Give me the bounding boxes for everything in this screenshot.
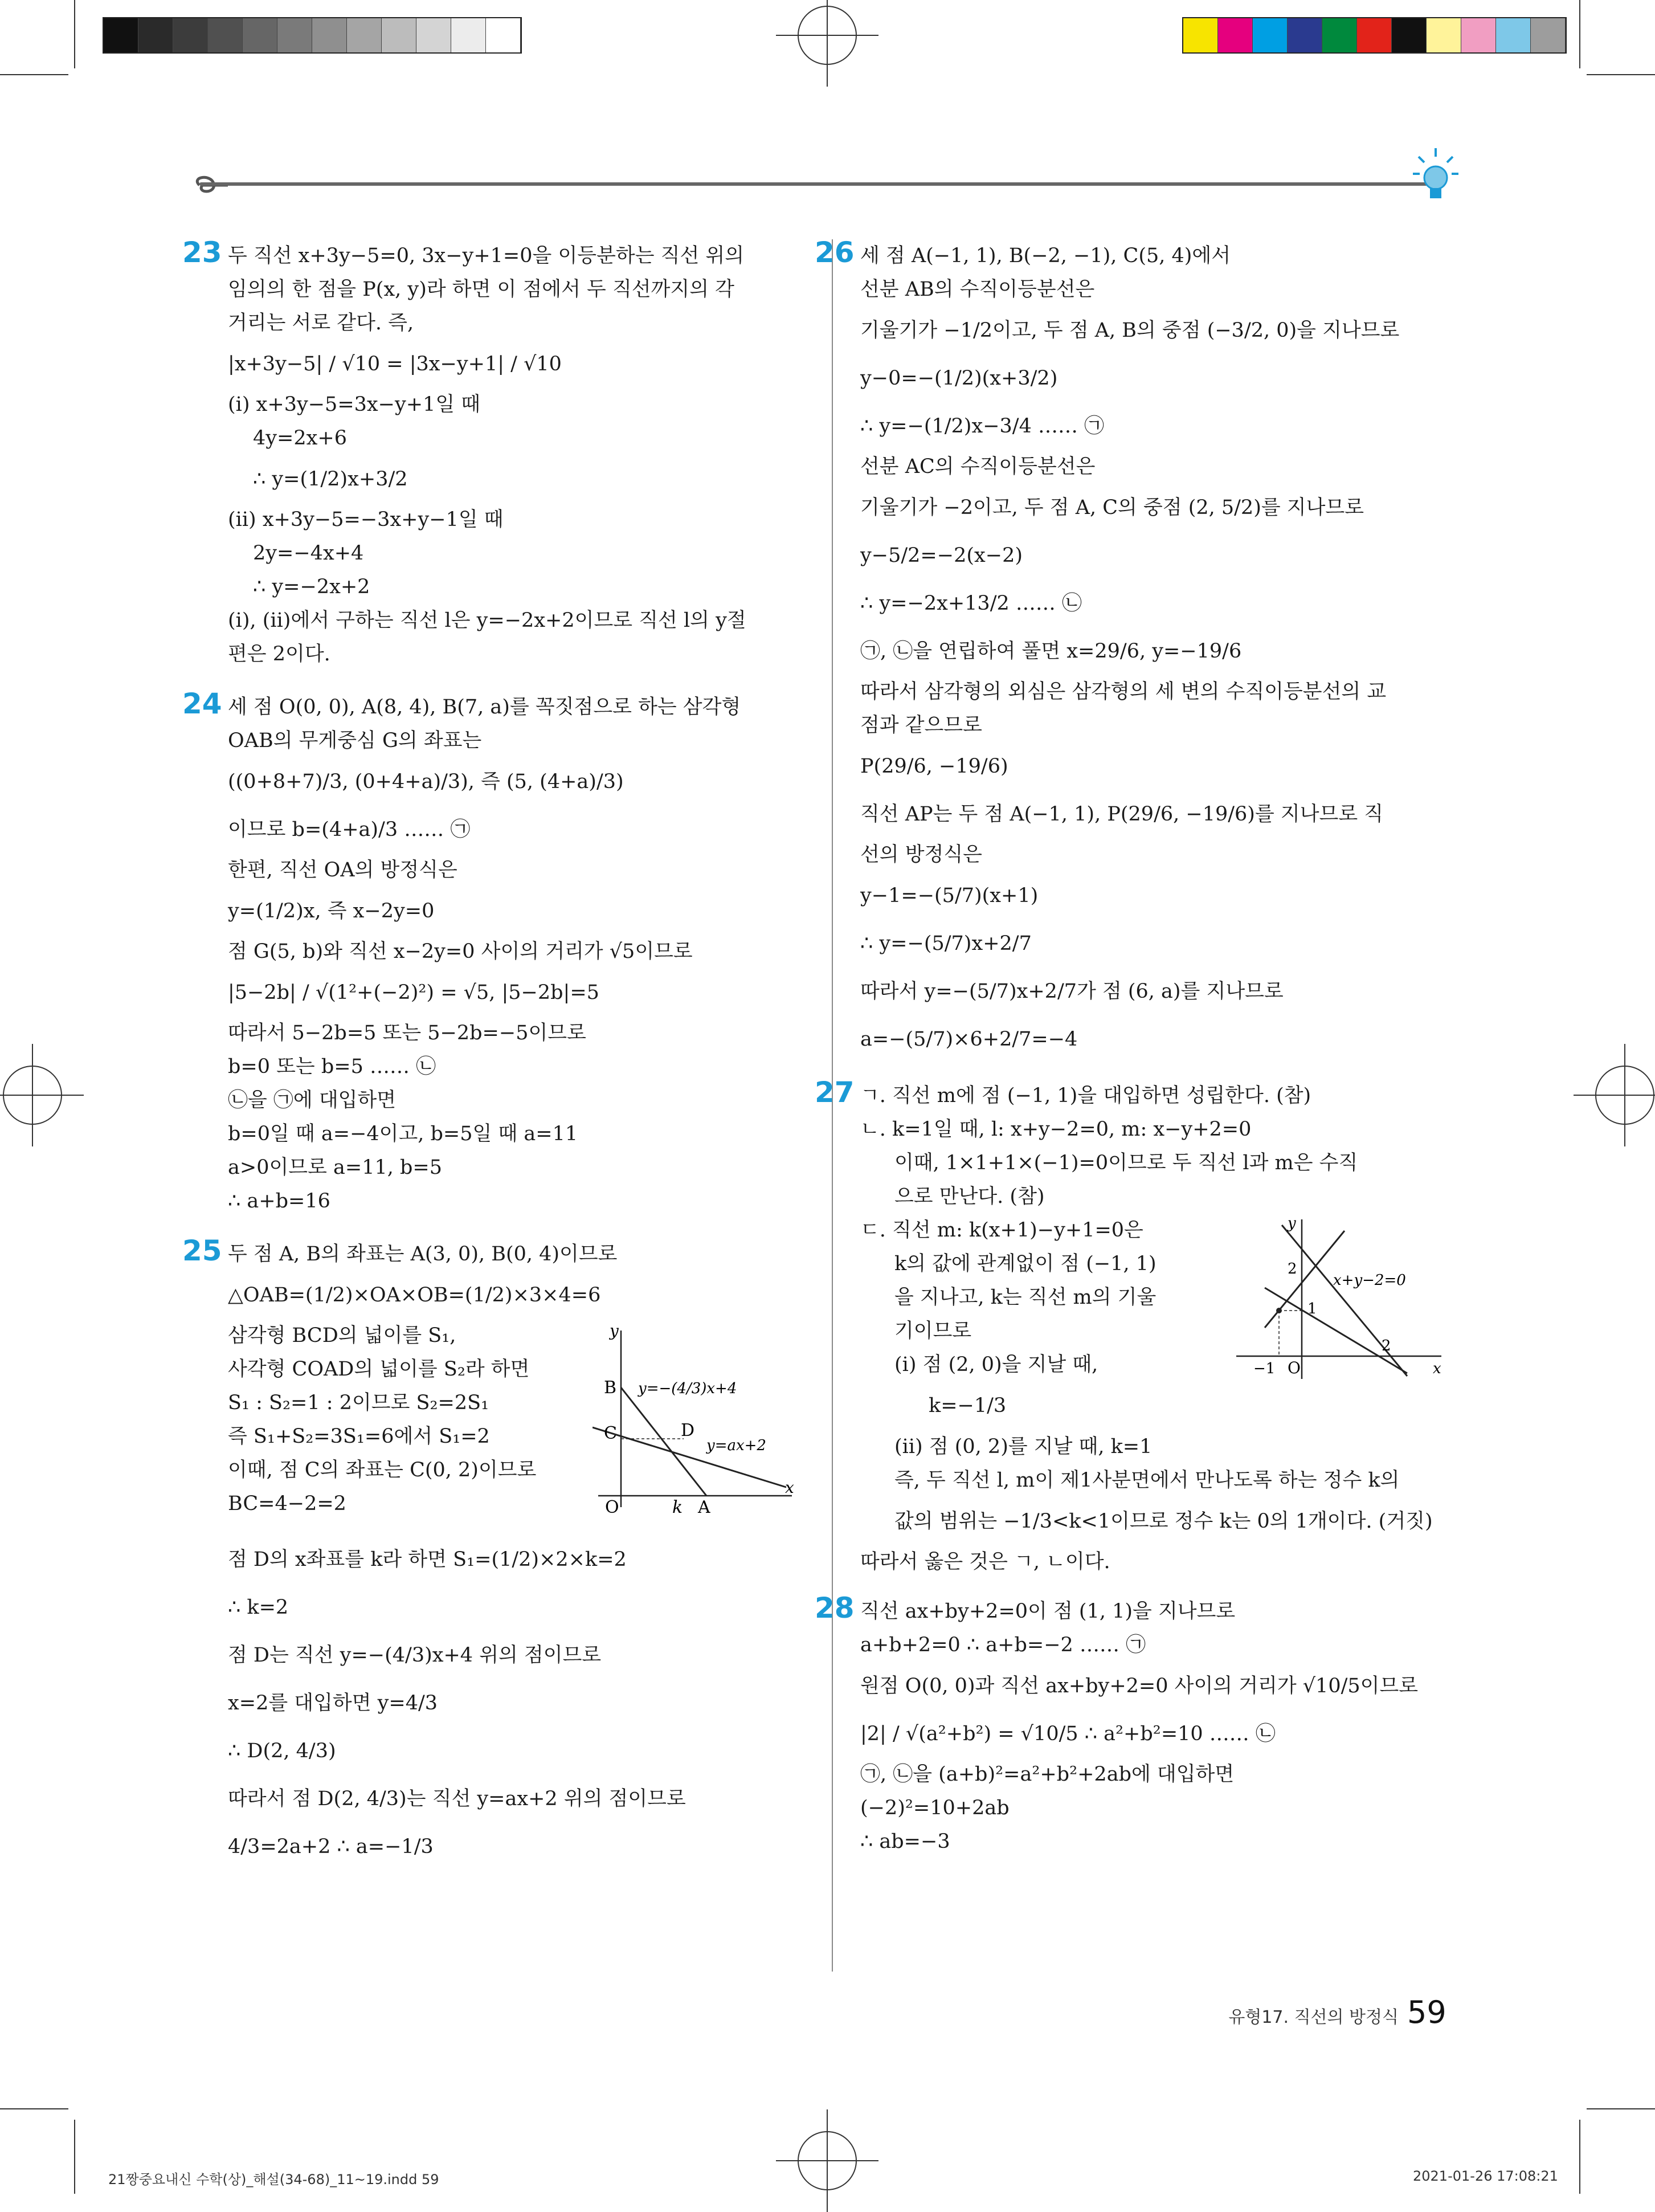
problem-number: 28 (815, 1591, 855, 1625)
equation: ∴ a+b=16 (228, 1190, 330, 1213)
text-line: b=0일 때 a=−4이고, b=5일 때 a=11 (228, 1123, 578, 1145)
lightbulb-icon (1407, 142, 1464, 205)
text-line: 임의의 한 점을 P(x, y)라 하면 이 점에서 두 직선까지의 각 (228, 278, 734, 301)
registration-mark (798, 2131, 857, 2190)
text-line: (ⅰ) x+3y−5=3x−y+1일 때 (228, 393, 481, 416)
point-label-a: A (698, 1497, 710, 1517)
text-line: 기울기가 −1/2이고, 두 점 A, B의 중점 (−3/2, 0)을 지나므로 (860, 319, 1400, 342)
text-line: 선분 AC의 수직이등분선은 (860, 455, 1096, 478)
color-swatch (416, 18, 451, 52)
crop-mark (1587, 2108, 1655, 2109)
text-line: 따라서 옳은 것은 ㄱ, ㄴ이다. (860, 1550, 1110, 1573)
equation: 4/3=2a+2 ∴ a=−1/3 (228, 1835, 434, 1858)
text-line: 직선 ax+by+2=0이 점 (1, 1)을 지나므로 (860, 1600, 1236, 1623)
equation: ∴ y=−(1/2)x−3/4 …… ㉠ (860, 415, 1105, 438)
text-line: (ⅰ), (ⅱ)에서 구하는 직선 l은 y=−2x+2이므로 직선 l의 y절 (228, 609, 746, 632)
text-line: 거리는 서로 같다. 즉, (228, 312, 414, 334)
equation: 점 D는 직선 y=−(4/3)x+4 위의 점이므로 (228, 1644, 602, 1667)
text-line: 원점 O(0, 0)과 직선 ax+by+2=0 사이의 거리가 √10/5이므로 (860, 1675, 1419, 1697)
print-timestamp: 2021-01-26 17:08:21 (1413, 2168, 1558, 2184)
equation: ∴ y=−2x+2 (253, 576, 370, 598)
crop-mark (74, 0, 75, 68)
color-swatch (382, 18, 416, 52)
color-swatch (1461, 18, 1496, 52)
equation: a=−(5/7)×6+2/7=−4 (860, 1028, 1078, 1051)
text-line: 편은 2이다. (228, 643, 330, 666)
text-line: 값의 범위는 −1/3<k<1이므로 정수 k는 0의 1개이다. (거짓) (894, 1510, 1433, 1533)
text-line: 점과 같으므로 (860, 714, 982, 737)
text-line: 따라서 5−2b=5 또는 5−2b=−5이므로 (228, 1022, 586, 1044)
line-label-1: y=−(4/3)x+4 (638, 1380, 737, 1397)
tick-label: 2 (1288, 1260, 1297, 1278)
color-swatch (347, 18, 382, 52)
color-swatch (1218, 18, 1253, 52)
crop-mark (0, 2108, 68, 2109)
text-line: (ⅰ) 점 (2, 0)을 지날 때, (894, 1353, 1098, 1376)
equation: ∴ ab=−3 (860, 1830, 950, 1853)
gray-calibration-bar (103, 17, 522, 54)
problem-number: 26 (815, 236, 855, 269)
color-swatch (138, 18, 173, 52)
k-label: k (672, 1497, 683, 1517)
text-line: 사각형 COAD의 넓이를 S₂라 하면 (228, 1358, 530, 1381)
right-column (815, 236, 1447, 1867)
equation: ∴ y=−(5/7)x+2/7 (860, 932, 1032, 955)
origin-label: O (1288, 1358, 1301, 1377)
color-swatch (486, 18, 521, 52)
tick-label: −1 (1253, 1360, 1276, 1377)
text-line: a>0이므로 a=11, b=5 (228, 1156, 442, 1179)
problem-number: 27 (815, 1076, 855, 1109)
text-line: 선의 방정식은 (860, 843, 982, 866)
problem-number: 25 (182, 1234, 222, 1267)
color-swatch (173, 18, 208, 52)
tick-label: 2 (1382, 1337, 1391, 1354)
line-label-2: y=ax+2 (706, 1437, 766, 1454)
text-line: 세 점 O(0, 0), A(8, 4), B(7, a)를 꼭짓점으로 하는 삼각형 (228, 696, 741, 719)
equation: ∴ y=−2x+13/2 …… ㉡ (860, 592, 1082, 615)
text-line: ㄴ. k=1일 때, l: x+y−2=0, m: x−y+2=0 (860, 1118, 1252, 1141)
equation: (−2)²=10+2ab (860, 1797, 1010, 1819)
text-line: 이때, 1×1+1×(−1)=0이므로 두 직선 l과 m은 수직 (894, 1152, 1358, 1174)
text-line: 두 점 A, B의 좌표는 A(3, 0), B(0, 4)이므로 (228, 1243, 618, 1266)
color-swatch (208, 18, 243, 52)
crop-mark (1579, 2120, 1580, 2194)
y-axis-label: y (610, 1325, 619, 1340)
text-line: 따라서 삼각형의 외심은 삼각형의 세 변의 수직이등분선의 교 (860, 680, 1387, 703)
text-line: 즉, 두 직선 l, m이 제1사분면에서 만나도록 하는 정수 k의 (894, 1469, 1400, 1492)
color-swatch (1183, 18, 1218, 52)
equation: y=(1/2)x, 즉 x−2y=0 (228, 900, 435, 923)
equation: ∴ D(2, 4/3) (228, 1740, 336, 1762)
color-swatch (1392, 18, 1427, 52)
crop-mark (1579, 0, 1580, 68)
crop-mark (74, 2120, 75, 2194)
equation: k=−1/3 (929, 1394, 1007, 1417)
color-swatch (312, 18, 347, 52)
footer-section-title: 유형17. 직선의 방정식 (1228, 2007, 1399, 2027)
equation: y−5/2=−2(x−2) (860, 544, 1023, 567)
problem-24 (182, 687, 798, 1218)
page-number: 59 (1407, 1994, 1446, 2030)
crop-mark (1587, 74, 1655, 75)
color-swatch (1496, 18, 1531, 52)
text-line: ㉠, ㉡을 연립하여 풀면 x=29/6, y=−19/6 (860, 640, 1242, 663)
color-swatch (1253, 18, 1288, 52)
x-axis-label: x (1433, 1360, 1441, 1377)
color-swatch (104, 18, 138, 52)
equation: ∴ k=2 (228, 1596, 289, 1619)
problem-23 (182, 236, 798, 671)
color-swatch (1288, 18, 1322, 52)
equation: a+b+2=0 ∴ a+b=−2 …… ㉠ (860, 1634, 1146, 1656)
equation: 따라서 점 D(2, 4/3)는 직선 y=ax+2 위의 점이므로 (228, 1787, 686, 1810)
text-line: S₁ : S₂=1 : 2이므로 S₂=2S₁ (228, 1391, 489, 1414)
text-line: BC=4−2=2 (228, 1492, 346, 1515)
equation: x=2를 대입하면 y=4/3 (228, 1692, 438, 1715)
text-line: 한편, 직선 OA의 방정식은 (228, 859, 457, 881)
equation: |x+3y−5| / √10 = |3x−y+1| / √10 (228, 353, 562, 376)
equation: 2y=−4x+4 (253, 542, 364, 565)
text-line: 점 G(5, b)와 직선 x−2y=0 사이의 거리가 √5이므로 (228, 940, 693, 963)
problem-26 (815, 236, 1447, 1063)
point-label-b: B (604, 1378, 617, 1398)
problem-28 (815, 1591, 1447, 1859)
text-line: 으로 만난다. (참) (894, 1185, 1045, 1208)
equation: |2| / √(a²+b²) = √10/5 ∴ a²+b²=10 …… ㉡ (860, 1723, 1276, 1745)
figure-27 (1231, 1214, 1447, 1396)
text-line: 따라서 y=−(5/7)x+2/7가 점 (6, a)를 지나므로 (860, 980, 1284, 1003)
print-slug: 21짱중요내신 수학(상)_해설(34-68)_11~19.indd 59 (108, 2172, 439, 2187)
y-axis-label: y (1288, 1215, 1296, 1232)
text-line: 직선 AP는 두 점 A(−1, 1), P(29/6, −19/6)를 지나므로 직 (860, 803, 1384, 826)
text-line: k의 값에 관계없이 점 (−1, 1) (894, 1252, 1157, 1275)
equation: 4y=2x+6 (253, 427, 347, 450)
equation: y−1=−(5/7)(x+1) (860, 884, 1039, 907)
text-line: OAB의 무게중심 G의 좌표는 (228, 729, 482, 752)
equation: ((0+8+7)/3, (0+4+a)/3), 즉 (5, (4+a)/3) (228, 770, 624, 793)
text-line: 두 직선 x+3y−5=0, 3x−y+1=0을 이등분하는 직선 위의 (228, 244, 744, 267)
problem-27 (815, 1076, 1447, 1579)
crop-mark (0, 74, 68, 75)
color-calibration-bar (1182, 17, 1567, 54)
text-line: (ⅱ) 점 (0, 2)를 지날 때, k=1 (894, 1435, 1153, 1458)
color-swatch (277, 18, 312, 52)
figure-25 (592, 1325, 798, 1519)
color-swatch (1322, 18, 1357, 52)
registration-mark (3, 1066, 62, 1125)
text-line: 기울기가 −2이고, 두 점 A, C의 중점 (2, 5/2)를 지나므로 (860, 496, 1364, 519)
registration-mark (798, 6, 857, 65)
x-axis-label: x (785, 1478, 794, 1497)
equation: 이므로 b=(4+a)/3 …… ㉠ (228, 818, 471, 841)
equation: b=0 또는 b=5 …… ㉡ (228, 1055, 436, 1078)
color-swatch (451, 18, 486, 52)
text-line: 이때, 점 C의 좌표는 C(0, 2)이므로 (228, 1459, 537, 1482)
equation: P(29/6, −19/6) (860, 755, 1008, 778)
text-line: (ⅱ) x+3y−5=−3x+y−1일 때 (228, 508, 504, 531)
registration-mark (1595, 1066, 1654, 1125)
problem-number: 23 (182, 236, 222, 269)
color-swatch (1357, 18, 1392, 52)
point-label-c: C (604, 1423, 617, 1443)
color-swatch (1427, 18, 1461, 52)
text-line: 기이므로 (894, 1320, 972, 1342)
line-label: x+y−2=0 (1333, 1272, 1406, 1289)
equation: ∴ y=(1/2)x+3/2 (253, 468, 408, 491)
point-label-d: D (681, 1421, 695, 1440)
equation: 점 D의 x좌표를 k라 하면 S₁=(1/2)×2×k=2 (228, 1548, 627, 1571)
tick-label: 1 (1307, 1300, 1317, 1317)
equation: △OAB=(1/2)×OA×OB=(1/2)×3×4=6 (228, 1284, 601, 1307)
color-swatch (243, 18, 277, 52)
text-line: 삼각형 BCD의 넓이를 S₁, (228, 1324, 456, 1347)
text-line: 세 점 A(−1, 1), B(−2, −1), C(5, 4)에서 (860, 244, 1231, 267)
color-swatch (1531, 18, 1566, 52)
text-line: ㄱ. 직선 m에 점 (−1, 1)을 대입하면 성립한다. (참) (860, 1084, 1311, 1107)
text-line: 을 지나고, k는 직선 m의 기울 (894, 1286, 1157, 1309)
text-line: 선분 AB의 수직이등분선은 (860, 278, 1095, 301)
header-rule (199, 182, 1430, 186)
problem-number: 24 (182, 687, 222, 720)
text-line: ㉠, ㉡을 (a+b)²=a²+b²+2ab에 대입하면 (860, 1763, 1235, 1786)
origin-label: O (605, 1497, 619, 1517)
text-line: 즉 S₁+S₂=3S₁=6에서 S₁=2 (228, 1425, 490, 1448)
problem-25 (182, 1234, 798, 1871)
equation: |5−2b| / √(1²+(−2)²) = √5, |5−2b|=5 (228, 981, 599, 1004)
left-column (182, 236, 798, 1879)
text-line: ㉡을 ㉠에 대입하면 (228, 1089, 397, 1112)
text-line: ㄷ. 직선 m: k(x+1)−y+1=0은 (860, 1219, 1143, 1242)
equation: y−0=−(1/2)(x+3/2) (860, 367, 1058, 390)
